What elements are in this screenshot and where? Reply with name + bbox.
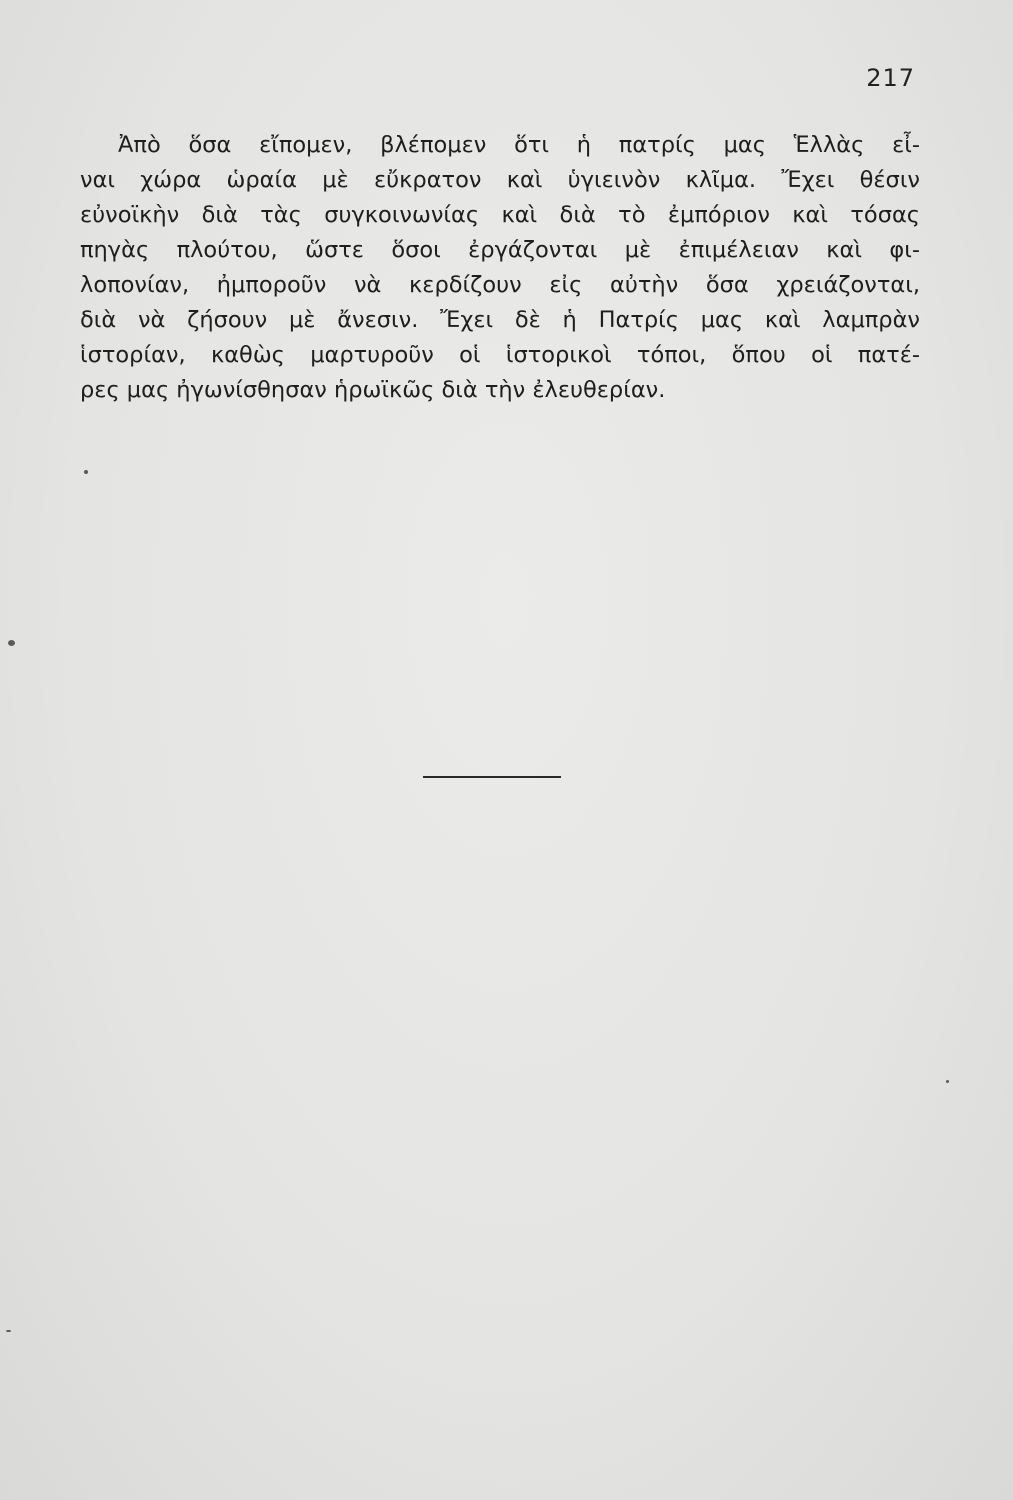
paragraph-line: λοπονίαν, ἠμποροῦν νὰ κερδίζουν εἰς αὐτὴν ὅσα χρειάζονται, [80, 272, 920, 298]
paper-speck [6, 1330, 11, 1332]
paragraph-line: Ἀπὸ ὅσα εἴπομεν, βλέπομεν ὅτι ἡ πατρίς μας Ἑλλὰς εἶ- [118, 132, 920, 158]
paper-speck [946, 1080, 949, 1083]
paper-speck [8, 640, 15, 646]
paragraph-line: ἱστορίαν, καθὼς μαρτυροῦν οἱ ἱστορικοὶ τόποι, ὅπου οἱ πατέ- [80, 342, 920, 368]
paper-speck [84, 470, 88, 474]
paragraph-line: πηγὰς πλούτου, ὥστε ὅσοι ἐργάζονται μὲ ἐπιμέλειαν καὶ φι- [80, 237, 920, 263]
paragraph-line: εὐνοϊκὴν διὰ τὰς συγκοινωνίας καὶ διὰ τὸ ἐμπόριον καὶ τόσας [80, 202, 920, 228]
section-end-rule [423, 776, 561, 778]
paragraph-line: ναι χώρα ὡραία μὲ εὔκρατον καὶ ὑγιεινὸν κλῖμα. Ἔχει θέσιν [80, 167, 920, 193]
paragraph-line: ρες μας ἠγωνίσθησαν ἡρωϊκῶς διὰ τὴν ἐλευθερίαν. [80, 377, 666, 403]
page-number: 217 [866, 64, 915, 92]
paragraph-line: διὰ νὰ ζήσουν μὲ ἄνεσιν. Ἔχει δὲ ἡ Πατρίς μας καὶ λαμπρὰν [80, 307, 920, 333]
body-paragraph [80, 128, 920, 408]
